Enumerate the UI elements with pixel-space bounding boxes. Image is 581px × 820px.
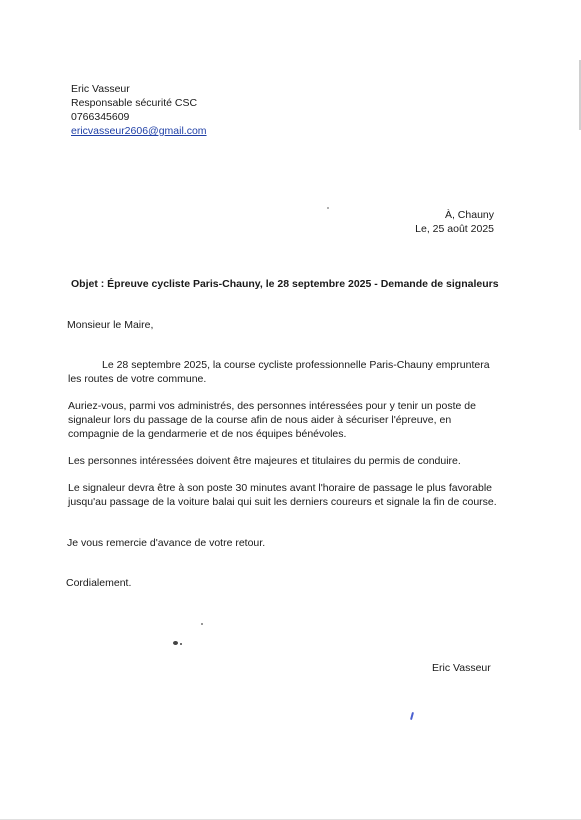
paragraph-line: Auriez-vous, parmi vos administrés, des personnes intéressées pour y tenir un poste de [68, 400, 476, 412]
place-label: À, Chauny [444, 209, 494, 221]
salutation: Monsieur le Maire, [67, 319, 154, 331]
sender-email-link[interactable]: ericvasseur2606@gmail.com [71, 125, 207, 137]
sender-block [71, 82, 207, 138]
paragraph-line: compagnie de la gendarmerie et de nos équipes bénévoles. [68, 428, 347, 440]
paragraph-line: Les personnes intéressées doivent être majeures et titulaires du permis de conduire. [68, 455, 461, 467]
paragraph-line: signaleur lors du passage de la course afin de nous aider à sécuriser l'épreuve, en [68, 414, 452, 426]
paragraph-4 [68, 481, 508, 509]
date-label: Le, 25 août 2025 [415, 223, 494, 235]
subject-line: Objet : Épreuve cycliste Paris-Chauny, le 28 septembre 2025 - Demande de signaleurs [71, 278, 499, 290]
scan-speck [180, 643, 182, 645]
scan-speck [201, 623, 203, 625]
sender-name: Eric Vasseur [71, 83, 130, 95]
pen-mark [410, 712, 414, 720]
closing-thanks: Je vous remercie d'avance de votre retour. [67, 537, 266, 549]
scan-speck [173, 641, 178, 645]
sender-phone: 0766345609 [71, 111, 130, 123]
paragraph-1 [68, 358, 508, 386]
place-date-block [380, 208, 494, 236]
paragraph-line: Le signaleur devra être à son poste 30 minutes avant l'horaire de passage le plus favorable [68, 482, 493, 494]
paragraph-2 [68, 399, 508, 441]
scan-speck [327, 207, 329, 209]
paragraph-line: Le 28 septembre 2025, la course cycliste professionnelle Paris-Chauny empruntera [102, 359, 490, 371]
regards: Cordialement. [66, 577, 132, 589]
paragraph-line: les routes de votre commune. [68, 373, 207, 385]
signature-name: Eric Vasseur [432, 662, 491, 674]
paragraph-3 [68, 454, 508, 468]
sender-role: Responsable sécurité CSC [71, 97, 198, 109]
paragraph-line: jusqu'au passage de la voiture balai qui suit les derniers coureurs et signale la fin de course. [68, 496, 497, 508]
